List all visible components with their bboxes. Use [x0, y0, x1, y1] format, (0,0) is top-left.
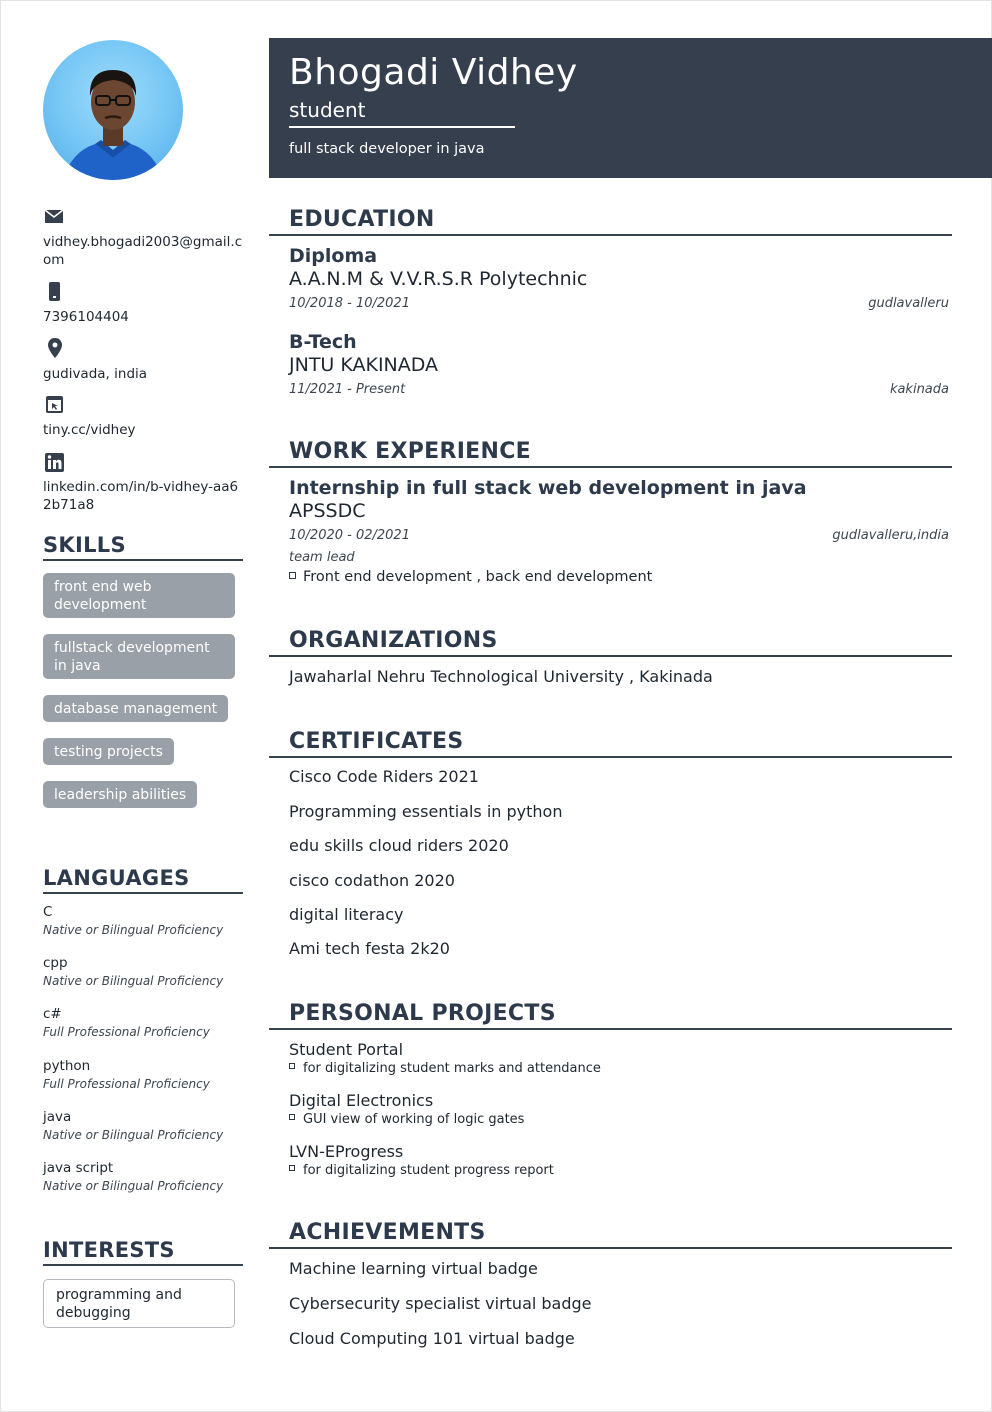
education-dates: 11/2021 - Present: [289, 382, 406, 397]
job-dates: 10/2020 - 02/2021: [289, 528, 410, 543]
language-name: c#: [43, 1006, 62, 1022]
organizations-heading: ORGANIZATIONS: [269, 627, 952, 657]
contact-phone[interactable]: 7396104404: [43, 309, 129, 325]
job-company: APSSDC: [289, 500, 366, 522]
education-degree: Diploma: [289, 245, 378, 267]
bullet-square-icon: [289, 1165, 295, 1171]
bullet-square-icon: [289, 1114, 295, 1120]
certificate-item: Cisco Code Riders 2021: [289, 767, 479, 786]
bullet-square-icon: [289, 572, 296, 579]
language-level: Native or Bilingual Proficiency: [43, 1179, 224, 1193]
language-level: Native or Bilingual Proficiency: [43, 1128, 224, 1142]
project-desc: [289, 1163, 554, 1178]
resume-header: [269, 38, 992, 178]
job-task-text: Front end development , back end development: [303, 569, 653, 585]
education-location: kakinada: [889, 382, 949, 397]
work-experience-heading: WORK EXPERIENCE: [269, 438, 952, 468]
bullet-square-icon: [289, 1063, 295, 1069]
skill-tag: leadership abilities: [43, 781, 197, 808]
linkedin-icon: [43, 451, 67, 473]
header-divider: [289, 126, 515, 128]
job-location: gudlavalleru,india: [832, 528, 949, 543]
project-desc-text: for digitalizing student progress report: [303, 1163, 554, 1178]
job-title: Internship in full stack web development in java: [289, 477, 807, 499]
location-pin-icon: [43, 337, 67, 359]
contact-location: gudivada, india: [43, 366, 148, 382]
language-name: python: [43, 1058, 91, 1074]
skill-tag: database management: [43, 695, 228, 722]
interest-tag: programming and debugging: [43, 1279, 235, 1328]
education-degree: B-Tech: [289, 331, 357, 353]
language-level: Full Professional Proficiency: [43, 1077, 210, 1091]
certificate-item: cisco codathon 2020: [289, 871, 455, 890]
achievement-item: Machine learning virtual badge: [289, 1259, 538, 1278]
job-task: [289, 569, 652, 585]
skill-tag: testing projects: [43, 738, 174, 765]
project-desc-text: for digitalizing student marks and attendance: [303, 1061, 601, 1076]
certificate-item: Ami tech festa 2k20: [289, 939, 450, 958]
language-level: Full Professional Proficiency: [43, 1025, 210, 1039]
contact-website[interactable]: tiny.cc/vidhey: [43, 422, 136, 438]
candidate-title: student: [289, 98, 366, 122]
contact-linkedin[interactable]: linkedin.com/in/b-vidhey-aa62b71a8: [43, 479, 239, 513]
contact-email[interactable]: vidhey.bhogadi2003@gmail.com: [43, 234, 243, 268]
languages-heading: LANGUAGES: [43, 864, 243, 894]
achievements-heading: ACHIEVEMENTS: [269, 1219, 952, 1249]
certificate-item: digital literacy: [289, 905, 404, 924]
project-desc: [289, 1112, 524, 1127]
skill-tag: front end web development: [43, 573, 235, 618]
achievement-item: Cybersecurity specialist virtual badge: [289, 1294, 592, 1313]
language-name: C: [43, 904, 53, 920]
organization-item: Jawaharlal Nehru Technological University , Kakinada: [289, 667, 713, 686]
skill-tag: fullstack development in java: [43, 634, 235, 679]
project-title: LVN-EProgress: [289, 1142, 404, 1161]
education-heading: EDUCATION: [269, 206, 952, 236]
profile-photo: [43, 40, 183, 180]
achievement-item: Cloud Computing 101 virtual badge: [289, 1329, 575, 1348]
certificates-heading: CERTIFICATES: [269, 728, 952, 758]
certificate-item: edu skills cloud riders 2020: [289, 836, 509, 855]
candidate-name: Bhogadi Vidhey: [289, 52, 578, 93]
project-desc: [289, 1061, 601, 1076]
language-name: java script: [43, 1160, 114, 1176]
job-role: team lead: [289, 550, 355, 565]
interests-heading: INTERESTS: [43, 1236, 243, 1266]
project-title: Student Portal: [289, 1040, 404, 1059]
project-title: Digital Electronics: [289, 1091, 434, 1110]
project-desc-text: GUI view of working of logic gates: [303, 1112, 525, 1127]
language-level: Native or Bilingual Proficiency: [43, 923, 224, 937]
language-name: cpp: [43, 955, 68, 971]
education-location: gudlavalleru: [868, 296, 949, 311]
education-school: A.A.N.M & V.V.R.S.R Polytechnic: [289, 268, 588, 290]
email-icon: [43, 207, 67, 229]
certificate-item: Programming essentials in python: [289, 802, 563, 821]
skills-heading: SKILLS: [43, 531, 243, 561]
personal-projects-heading: PERSONAL PROJECTS: [269, 1000, 952, 1030]
website-icon: [43, 394, 67, 416]
candidate-summary: full stack developer in java: [289, 141, 485, 157]
education-school: JNTU KAKINADA: [289, 354, 439, 376]
language-level: Native or Bilingual Proficiency: [43, 974, 224, 988]
education-dates: 10/2018 - 10/2021: [289, 296, 410, 311]
phone-icon: [43, 281, 67, 303]
language-name: java: [43, 1109, 72, 1125]
